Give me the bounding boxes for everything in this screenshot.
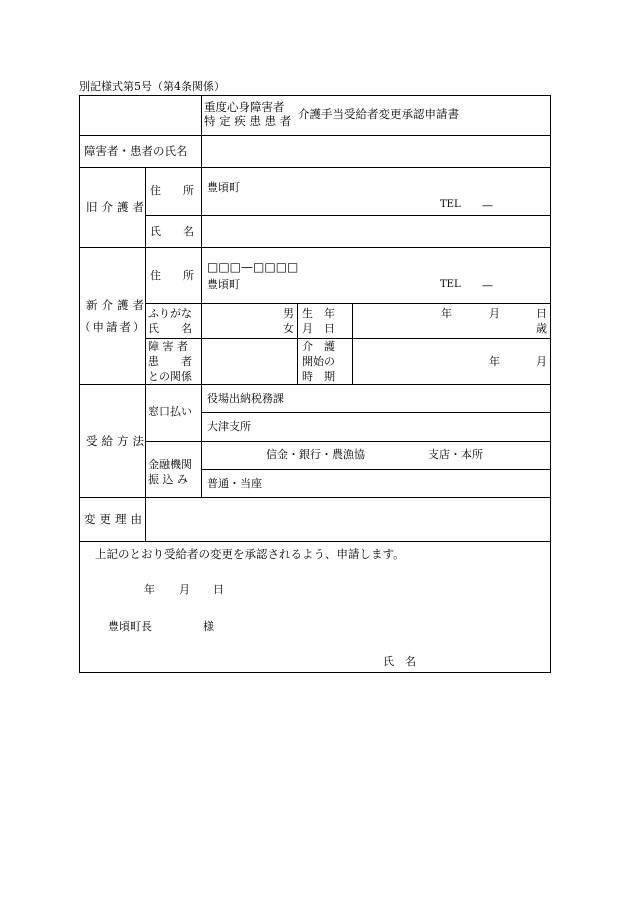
postal-code-boxes: □□□—□□□□ [207, 260, 299, 274]
old-address-value: 豊頃町 [207, 181, 240, 194]
new-tel-label: TEL [440, 279, 461, 290]
new-tel-dash: — [482, 279, 493, 292]
divider [145, 441, 551, 442]
furigana-label: ふりがな [148, 307, 192, 320]
date-year: 年 [144, 583, 155, 596]
page-title: 介護手当受給者変更承認申請書 [298, 107, 459, 121]
payment-method-label: 受給方法 [86, 434, 148, 448]
mayor-addressee: 豊頃町長 [108, 620, 152, 633]
divider [79, 541, 551, 542]
old-tel-dash: — [482, 199, 493, 212]
new-name-label: 氏 名 [148, 322, 192, 335]
statement: 上記のとおり受給者の変更を承認されるよう、申請します。 [95, 547, 405, 561]
form-number: 別記様式第5号（第4条関係） [79, 80, 225, 93]
care-start-label-3: 時 期 [302, 370, 335, 383]
honorific-sama: 様 [203, 620, 214, 633]
divider [297, 303, 298, 384]
divider [145, 338, 551, 339]
birth-day: 日 [536, 307, 547, 320]
divider [79, 135, 551, 136]
care-start-year: 年 [489, 355, 500, 368]
divider [79, 384, 551, 385]
new-address-label: 住 所 [150, 269, 194, 282]
divider [352, 303, 353, 384]
care-start-label-1: 介 護 [302, 340, 335, 353]
sex-male: 男 [283, 307, 294, 320]
old-name-label: 氏 名 [150, 225, 194, 238]
bank-label-2: 振 込 み [148, 473, 188, 486]
care-start-label-2: 開始の [302, 355, 335, 368]
change-reason-label: 変更理由 [84, 512, 146, 526]
branch-types: 支店・本所 [428, 448, 483, 461]
new-caregiver-sub: （申請者） [79, 320, 147, 334]
relation-label-2: 患 者 [148, 355, 192, 368]
signature-name-label: 氏 名 [383, 655, 416, 668]
bank-label-1: 金融機関 [148, 458, 192, 471]
divider [201, 412, 551, 413]
patient-name-label: 障害者・患者の氏名 [84, 144, 188, 158]
care-start-month: 月 [536, 355, 547, 368]
divider [201, 167, 202, 497]
age-unit: 歳 [536, 322, 547, 335]
date-month: 月 [179, 583, 190, 596]
old-caregiver-label: 旧介護者 [86, 200, 148, 214]
birth-year: 年 [441, 307, 452, 320]
divider [79, 167, 551, 168]
title-line2: 特 定 疾 患 患 者 [204, 114, 292, 128]
window-option-2: 大津支所 [207, 420, 251, 433]
birth-month: 月 [489, 307, 500, 320]
relation-label-3: との関係 [148, 370, 192, 383]
window-option-1: 役場出納税務課 [207, 392, 284, 405]
relation-label-1: 障 害 者 [148, 340, 188, 353]
birth-label-1: 生 年 [302, 307, 335, 320]
old-tel-label: TEL [440, 199, 461, 210]
title-line1: 重度心身障害者 [204, 100, 285, 114]
divider [145, 303, 551, 304]
window-payment-label: 窓口払い [148, 405, 192, 418]
divider [79, 497, 551, 498]
old-address-label: 住 所 [150, 184, 194, 197]
divider [145, 215, 551, 216]
new-address-value: 豊頃町 [207, 278, 240, 291]
bank-types: 信金・銀行・農漁協 [266, 448, 365, 461]
divider [201, 469, 551, 470]
divider [201, 95, 202, 167]
account-types: 普通・当座 [207, 477, 262, 490]
birth-label-2: 月 日 [302, 322, 335, 335]
date-day: 日 [213, 583, 224, 596]
divider [79, 247, 551, 248]
new-caregiver-label: 新介護者 [86, 298, 148, 312]
sex-female: 女 [283, 322, 294, 335]
